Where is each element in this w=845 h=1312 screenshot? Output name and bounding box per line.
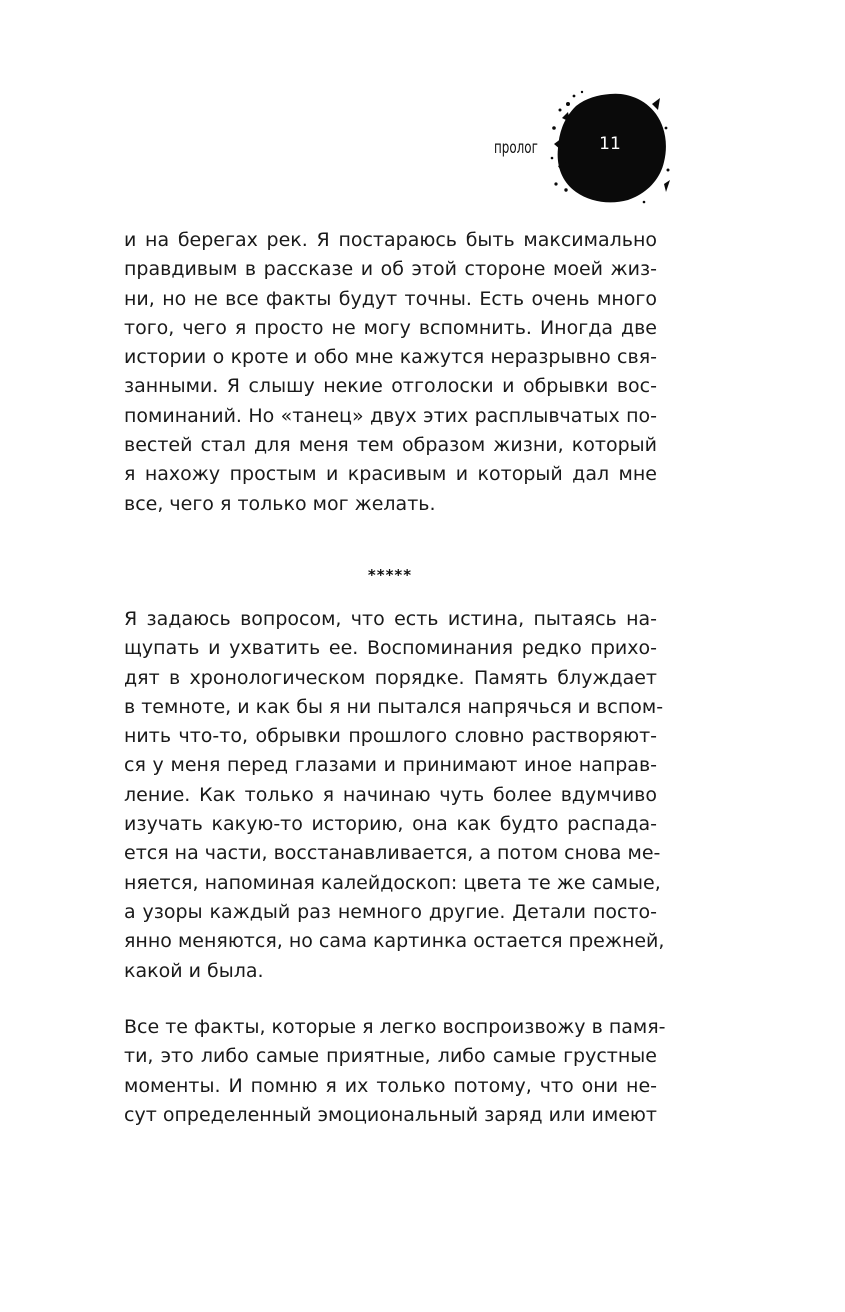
text-line: дят в хронологическом порядке. Память блуждает [124,666,657,689]
page-number: 11 [599,134,621,154]
text-line: нить что-то, обрывки прошлого словно растворяют- [124,725,657,748]
text-line: и на берегах рек. Я постараюсь быть максимально [124,229,657,251]
text-line: истории о кроте и обо мне кажутся неразрывно свя- [124,346,657,369]
text-line: в темноте, и как бы я ни пытался напрячься и вспом- [124,695,664,718]
text-line: щупать и ухватить ее. Воспоминания редко прихо- [124,637,657,660]
text-line: янно меняются, но сама картинка остается прежней, [124,930,665,953]
text-line: Все те факты, которые я легко воспроизвожу в памя- [124,1016,666,1038]
text-line: няется, напоминая калейдоскоп: цвета те же самые, [124,871,661,894]
text-line: а узоры каждый раз немного другие. Детали посто- [124,900,657,923]
text-line: поминаний. Но «танец» двух этих расплывчатых по- [124,404,657,427]
paragraph-2 [124,605,665,986]
text-line: сут определенный эмоциональный заряд или имеют [124,1103,657,1126]
text-line: занными. Я слышу некие отголоски и обрывки вос- [124,375,657,398]
text-line: я нахожу простым и красивым и который дал мне [124,463,657,486]
text-line: Я задаюсь вопросом, что есть истина, пытаясь на- [124,608,657,630]
text-line: ление. Как только я начинаю чуть более вдумчиво [124,783,657,806]
text-line: моменты. И помню я их только потому, что они не- [124,1074,657,1097]
text-line: какой и была. [124,959,264,982]
text-line: правдивым в рассказе и об этой стороне моей жиз- [124,258,657,281]
text-line: вестей стал для меня тем образом жизни, который [124,434,657,457]
section-label: пролог [494,138,538,158]
text-line: ется на части, восстанавливается, а потом снова ме- [124,842,661,865]
text-line: ти, это либо самые приятные, либо самые грустные [124,1045,657,1068]
text-line: ни, но не все факты будут точны. Есть очень много [124,287,657,310]
paragraph-1 [124,226,657,519]
text-line: изучать какую-то историю, она как будто распада- [124,813,657,836]
section-separator: ***** [367,566,413,584]
text-line: все, чего я только мог желать. [124,492,436,515]
text-line: ся у меня перед глазами и принимают иное направ- [124,754,657,777]
paragraph-3 [124,1013,666,1130]
text-line: того, чего я просто не могу вспомнить. Иногда две [124,316,657,339]
